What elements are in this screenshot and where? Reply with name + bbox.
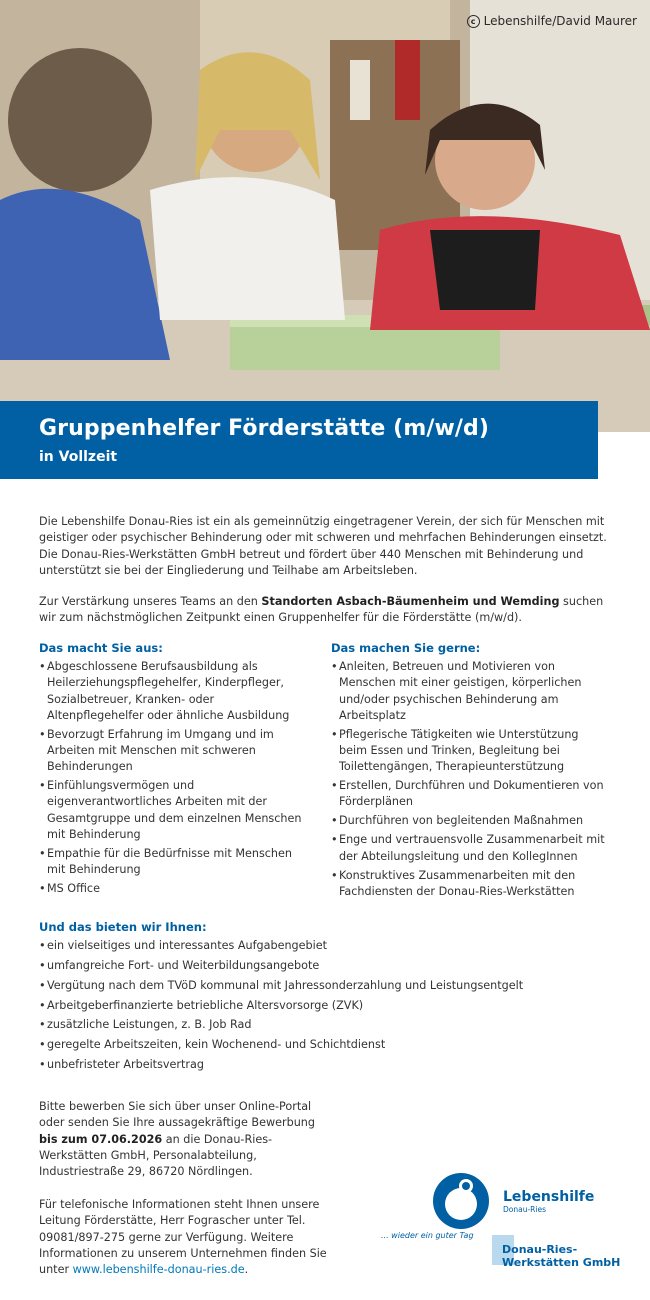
apply-start: Bitte bewerben Sie sich über unser Online-Portal oder senden Sie Ihre aussagekräftige Bewerbung <box>39 1100 315 1130</box>
werkstaetten-line-2: Werkstätten GmbH <box>502 1256 621 1269</box>
photo-credit <box>467 14 637 28</box>
logo-wordmark <box>503 1189 594 1214</box>
contact-text: Für telefonische Informationen steht Ihnen unsere Leitung Förderstätte, Herr Fograscher unter Tel. 09081/897-275 gerne zur Verfügung. Weitere Informationen zu unserem Unternehmen finden Sie unter <box>39 1198 327 1276</box>
website-link[interactable]: www.lebenshilfe-donau-ries.de <box>72 1263 245 1276</box>
job-subtitle: in Vollzeit <box>39 449 118 465</box>
profile-section <box>39 640 309 900</box>
tasks-list <box>331 659 606 900</box>
list-item: • Anleiten, Betreuen und Motivieren von Menschen mit einer geistigen, körperlichen und/oder psychischen Behinderung am Arbeitsplatz <box>331 659 606 724</box>
offer-heading: Und das bieten wir Ihnen: <box>39 920 207 934</box>
list-item: • unbefristeter Arbeitsvertrag <box>39 1057 619 1073</box>
deadline-text: bis zum 07.06.2026 <box>39 1132 163 1146</box>
list-item: • Abgeschlossene Berufsausbildung als Heilerziehungspflegehelfer, Kinderpfleger, Sozialbetreuer, Kranken- oder Altenpflegehelfer oder ähnliche Ausbildung <box>39 659 309 724</box>
list-item: • Vergütung nach dem TVöD kommunal mit Jahressonderzahlung und Leistungsentgelt <box>39 978 619 994</box>
job-title: Gruppenhelfer Förderstätte (m/w/d) <box>39 416 490 441</box>
title-band <box>0 401 598 479</box>
werkstaetten-line-1: Donau-Ries- <box>502 1243 578 1256</box>
profile-heading: Das macht Sie aus: <box>39 641 163 655</box>
apply-end: an die Donau-Ries-Werkstätten GmbH, Personalabteilung, Industriestraße 29, 86720 Nördlingen. <box>39 1132 273 1178</box>
intro-paragraph-2 <box>39 594 609 626</box>
list-item: • Arbeitgeberfinanzierte betriebliche Altersvorsorge (ZVK) <box>39 998 619 1014</box>
list-item: • Durchführen von begleitenden Maßnahmen <box>331 813 606 829</box>
profile-list <box>39 659 309 897</box>
contact-end: . <box>244 1263 249 1276</box>
photo-credit-text: Lebenshilfe/David Maurer <box>483 14 637 28</box>
list-item: • geregelte Arbeitszeiten, kein Wochenend- und Schichtdienst <box>39 1037 619 1053</box>
logo-name: Lebenshilfe <box>503 1189 595 1205</box>
intro-paragraph-1: Die Lebenshilfe Donau-Ries ist ein als gemeinnützig eingetragener Verein, der sich für Menschen mit geistiger oder psychischer Behinderung oder mit schweren und mehrfachen Behinderungen einsetzt. Die Donau-Ries-Werkstätten GmbH betreut und fördert über 440 Menschen mit Behinderung und unterstützt sie bei der Eingliederung und Teilhabe am Arbeitsleben. <box>39 515 607 577</box>
apply-paragraph <box>39 1099 324 1180</box>
list-item: • Empathie für die Bedürfnisse mit Menschen mit Behinderung <box>39 846 309 878</box>
contact-paragraph <box>39 1197 329 1278</box>
list-item: • Konstruktives Zusammenarbeiten mit den Fachdiensten der Donau-Ries-Werkstätten <box>331 868 606 900</box>
list-item: • Pflegerische Tätigkeiten wie Unterstützung beim Essen und Trinken, Begleitung bei Toilettengängen, Therapieunterstützung <box>331 727 606 776</box>
tasks-section <box>331 640 606 903</box>
list-item: • Bevorzugt Erfahrung im Umgang und im Arbeiten mit Menschen mit schweren Behinderungen <box>39 727 309 776</box>
logo-region: Donau-Ries <box>503 1205 546 1214</box>
list-item: • zusätzliche Leistungen, z. B. Job Rad <box>39 1017 619 1033</box>
intro-p2-start: Zur Verstärkung unseres Teams an den <box>39 595 262 609</box>
photo-illustration <box>0 0 650 432</box>
locations-text: Standorten Asbach-Bäumenheim und Wemding <box>261 595 560 609</box>
list-item: • ein vielseitiges und interessantes Aufgabengebiet <box>39 938 619 954</box>
list-item: • Enge und vertrauensvolle Zusammenarbeit mit der Abteilungsleitung und den KollegInnen <box>331 832 606 864</box>
offer-list <box>39 938 619 1073</box>
header-photo <box>0 0 650 432</box>
list-item: • MS Office <box>39 881 309 897</box>
logo-slogan: ... wieder ein guter Tag <box>381 1231 474 1240</box>
tasks-heading: Das machen Sie gerne: <box>331 641 481 655</box>
offer-section <box>39 919 619 1077</box>
list-item: • Einfühlungsvermögen und eigenverantwortliches Arbeiten mit der Gesamtgruppe und dem einzelnen Menschen mit Behinderung <box>39 778 309 843</box>
werkstaetten-name <box>502 1243 620 1269</box>
list-item: • Erstellen, Durchführen und Dokumentieren von Förderplänen <box>331 778 606 810</box>
list-item: • umfangreiche Fort- und Weiterbildungsangebote <box>39 958 619 974</box>
intro-p2-end: suchen wir zum nächstmöglichen Zeitpunkt einen Gruppenhelfer für die Förderstätte (m/w/d). <box>39 595 604 625</box>
copyright-icon: c <box>467 15 480 28</box>
